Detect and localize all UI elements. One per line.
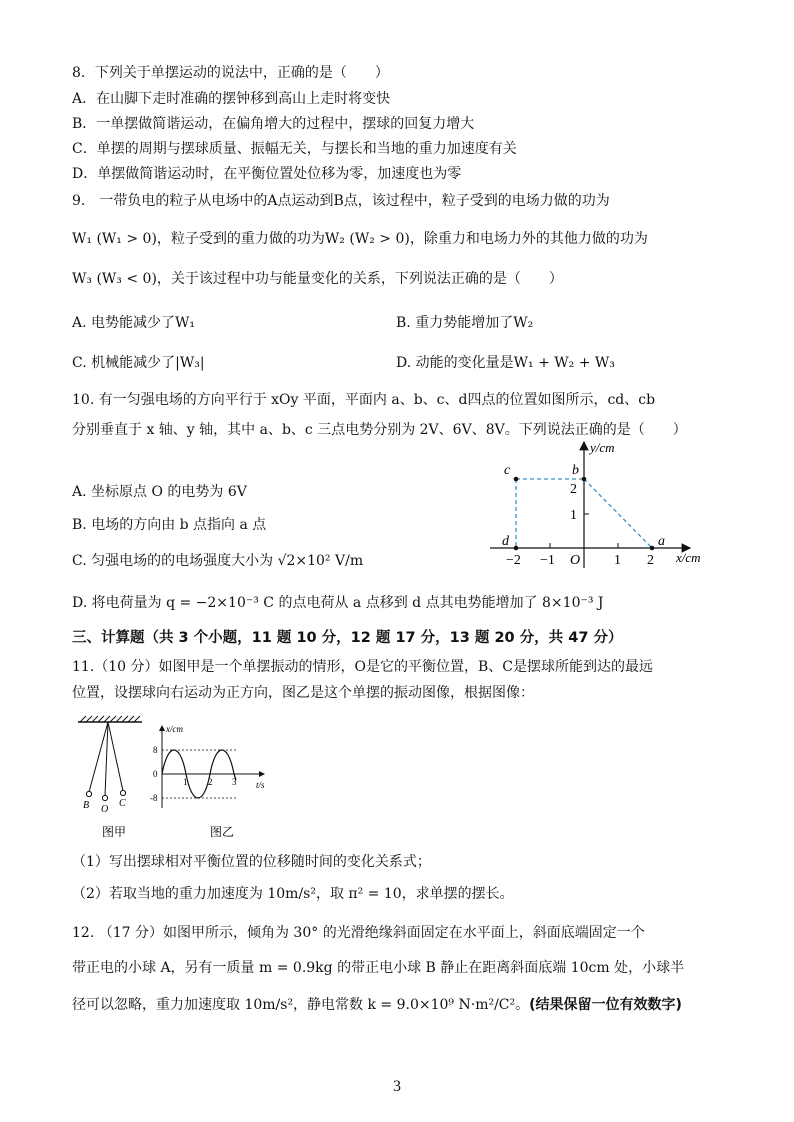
label-b: b (572, 463, 579, 478)
q9-option-c: C. 机械能减少了|W₃| (72, 355, 205, 371)
pendulum-label-b: B (83, 800, 90, 811)
q8-stem: 8．下列关于单摆运动的说法中，正确的是（ ） (72, 65, 389, 81)
graph-xlabel: t/s (256, 780, 265, 790)
q12-line-1: 12. （17 分）如图甲所示，倾角为 30° 的光滑绝缘斜面固定在水平面上，斜面底端固定一个 (72, 925, 645, 941)
label-d: d (502, 534, 509, 549)
q10-option-b: B. 电场的方向由 b 点指向 a 点 (72, 517, 267, 533)
q9-line-1: 9． 一带负电的粒子从电场中的A点运动到B点，该过程中，粒子受到的电场力做的功为 (72, 193, 610, 209)
tick-y1: 1 (570, 508, 577, 523)
q11-pendulum-figure (76, 714, 156, 844)
q12-precision-note: (结果保留一位有效数字) (529, 997, 682, 1013)
page-number: 3 (393, 1078, 401, 1095)
q11-vibration-graph (148, 714, 278, 844)
q12-line-3-text: 径可以忽略，重力加速度取 10m/s²，静电常数 k = 9.0×10⁹ N·m²/C²。 (72, 997, 530, 1013)
tick-xm2: −2 (506, 553, 521, 568)
label-a: a (658, 534, 665, 549)
tick-0: 0 (153, 769, 158, 779)
q11-part-1: （1）写出摆球相对平衡位置的位移随时间的变化关系式； (72, 854, 431, 870)
tick-xm1: −1 (540, 553, 555, 568)
figure-b-caption: 图乙 (210, 825, 235, 839)
q9-option-b: B. 重力势能增加了W₂ (396, 315, 534, 331)
tick-t2: 2 (208, 777, 213, 787)
q10-option-d: D. 将电荷量为 q = −2×10⁻³ C 的点电荷从 a 点移到 d 点其电势能增加了 8×10⁻³ J (72, 595, 604, 611)
q11-part-2: （2）若取当地的重力加速度为 10m/s²，取 π² = 10，求单摆的摆长。 (72, 886, 514, 902)
q9-line-2: W₁ (W₁ > 0)，粒子受到的重力做的功为W₂ (W₂ > 0)，除重力和电场力外的其他力做的功为 (72, 231, 648, 247)
figure-a-caption: 图甲 (102, 825, 127, 839)
q10-option-a: A. 坐标原点 O 的电势为 6V (72, 484, 247, 500)
label-c: c (504, 463, 511, 478)
tick-x2: 2 (647, 553, 654, 568)
q9-line-3: W₃ (W₃ < 0)，关于该过程中功与能量变化的关系，下列说法正确的是（ ） (72, 271, 563, 287)
tick-m8: -8 (150, 793, 158, 803)
point-c (514, 477, 519, 482)
q11-line-2: 位置，设摆球向右运动为正方向，图乙是这个单摆的振动图像，根据图像： (72, 685, 534, 701)
graph-ylabel: x/cm (166, 724, 183, 734)
q10-line-1: 10. 有一匀强电场的方向平行于 xOy 平面，平面内 a、b、c、d四点的位置如图所示，cd、cb (72, 392, 656, 408)
q12-line-2: 带正电的小球 A，另有一质量 m = 0.9kg 的带正电小球 B 静止在距离斜面底端 10cm 处，小球半 (72, 960, 685, 976)
point-d (514, 546, 519, 551)
q8-option-d: D．单摆做简谐运动时，在平衡位置处位移为零，加速度也为零 (72, 166, 462, 182)
x-axis-label: x/cm (676, 550, 701, 565)
point-a (650, 546, 655, 551)
ba-dashed-line (584, 479, 652, 548)
origin-label: O (570, 553, 581, 568)
q10-coordinate-figure (490, 436, 720, 576)
tick-8: 8 (153, 745, 158, 755)
pendulum-label-o: O (101, 804, 109, 815)
q8-option-a: A．在山脚下走时准确的摆钟移到高山上走时将变快 (72, 91, 391, 107)
section-3-heading: 三、计算题（共 3 个小题，11 题 10 分，12 题 17 分，13 题 20 分，共 47 分） (72, 630, 623, 646)
tick-t3: 3 (232, 777, 237, 787)
q9-option-a: A. 电势能减少了W₁ (72, 315, 196, 331)
pendulum-label-c: C (119, 798, 126, 809)
q8-option-b: B．一单摆做简谐运动，在偏角增大的过程中，摆球的回复力增大 (72, 116, 475, 132)
q11-line-1: 11.（10 分）如图甲是一个单摆振动的情形，O是它的平衡位置，B、C是摆球所能到达的最远 (72, 659, 654, 675)
q10-option-c: C. 匀强电场的的电场强度大小为 √2×10² V/m (72, 553, 364, 569)
q10-line-2: 分别垂直于 x 轴、y 轴，其中 a、b、c 三点电势分别为 2V、6V、8V。下列说法正确的是（ ） (72, 422, 687, 438)
q9-option-d: D. 动能的变化量是W₁ + W₂ + W₃ (396, 355, 615, 371)
y-axis-label: y/cm (590, 440, 615, 455)
tick-x1: 1 (614, 553, 621, 568)
q8-option-c: C．单摆的周期与摆球质量、振幅无关，与摆长和当地的重力加速度有关 (72, 141, 517, 157)
tick-y2: 2 (570, 482, 577, 497)
point-b (582, 477, 587, 482)
q12-line-3 (72, 995, 682, 1015)
tick-t1: 1 (183, 777, 188, 787)
